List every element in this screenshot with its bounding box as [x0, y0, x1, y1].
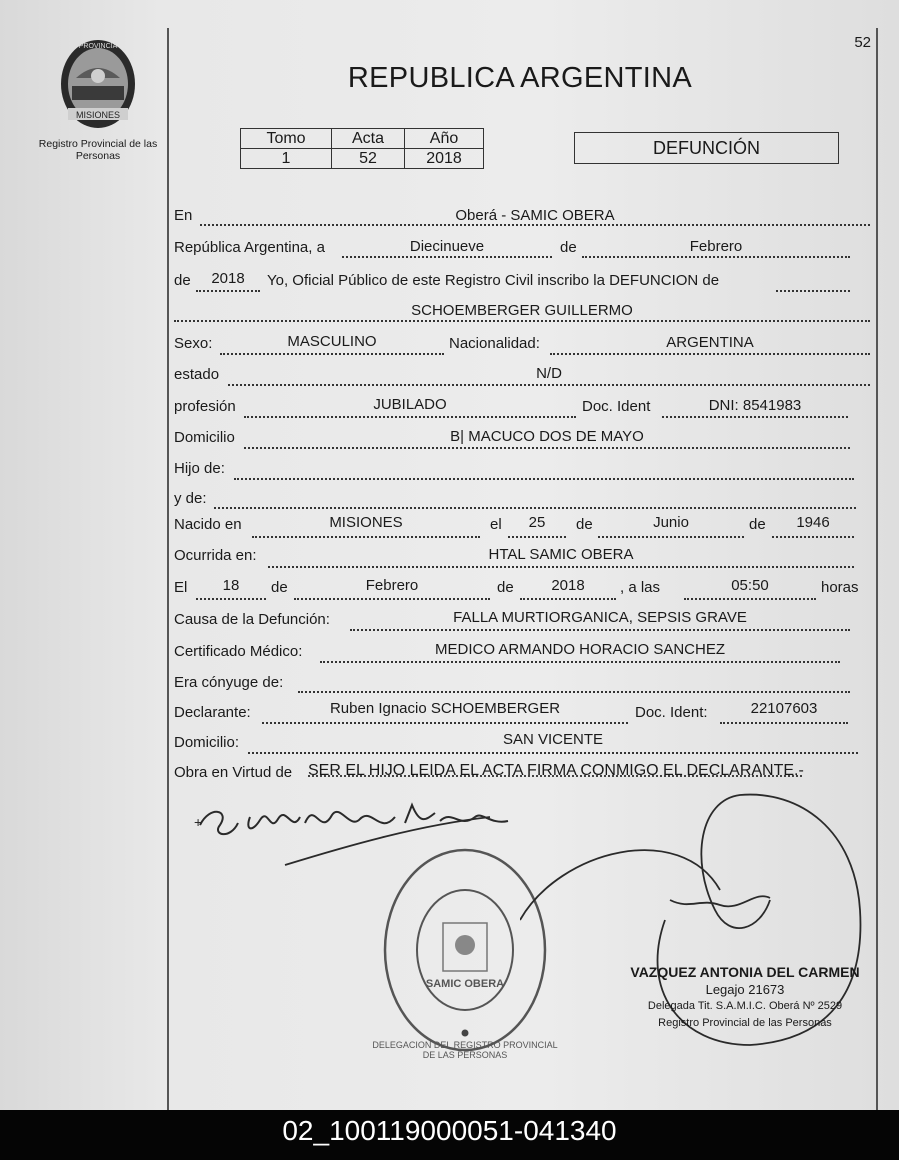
day-dots	[342, 256, 552, 258]
birth-year-dots	[772, 536, 854, 538]
tomo-value: 1	[241, 149, 332, 169]
ano-header: Año	[405, 129, 484, 149]
hijo-de-label: Hijo de:	[174, 460, 225, 477]
death-day-dots	[196, 598, 266, 600]
declarante-domicilio-dots	[248, 752, 858, 754]
estado-dots	[228, 384, 870, 386]
doc-ident-dots	[662, 416, 848, 418]
birth-month-dots	[598, 536, 744, 538]
nacionalidad-label: Nacionalidad:	[449, 335, 540, 352]
causa-value: FALLA MURTIORGANICA, SEPSIS GRAVE	[453, 609, 747, 626]
en-label: En	[174, 207, 193, 224]
stamp-inner-text: SAMIC OBERA	[425, 978, 505, 990]
republica-label: República Argentina, a	[174, 239, 325, 256]
hijo-de-dots	[234, 478, 854, 480]
official-name: VAZQUEZ ANTONIA DEL CARMEN	[630, 964, 860, 980]
estado-label: estado	[174, 366, 220, 383]
de-label-2: de	[174, 272, 191, 289]
declarante-domicilio-label: Domicilio:	[174, 734, 240, 751]
act-type-box: DEFUNCIÓN	[574, 132, 839, 164]
province-shield-logo	[58, 38, 138, 130]
hour-dots	[684, 598, 816, 600]
doc-ident-label: Doc. Ident	[582, 398, 651, 415]
sexo-label: Sexo:	[174, 335, 213, 352]
svg-text:PROVINCIA: PROVINCIA	[78, 43, 118, 50]
deceased-name: SCHOEMBERGER GUILLERMO	[411, 302, 633, 319]
death-year-dots	[520, 598, 616, 600]
obra-value: SER EL HIJO LEIDA EL ACTA FIRMA CONMIGO EL DECLARANTE.-	[308, 762, 804, 779]
profesion-label: profesión	[174, 398, 236, 415]
acta-header: Acta	[332, 129, 405, 149]
stamp-outer-text: DELEGACION DEL REGISTRO PROVINCIAL DE LAS PERSONAS	[372, 1040, 558, 1060]
nacido-en-value: MISIONES	[329, 514, 403, 531]
official-registry: Registro Provincial de las Personas	[658, 1017, 832, 1029]
page-number: 52	[854, 34, 871, 51]
left-margin-line	[167, 28, 169, 1110]
conyuge-dots	[298, 691, 850, 693]
en-value: Oberá - SAMIC OBERA	[455, 207, 615, 224]
y-de-dots	[214, 507, 856, 509]
official-legajo: Legajo 21673	[705, 982, 785, 997]
de-label-3: de	[576, 516, 593, 533]
declarante-doc-value: 22107603	[750, 700, 818, 717]
declarante-doc-label: Doc. Ident:	[635, 704, 708, 721]
sexo-dots	[220, 353, 444, 355]
certificado-value: MEDICO ARMANDO HORACIO SANCHEZ	[434, 641, 726, 658]
ocurrida-en-label: Ocurrida en:	[174, 547, 257, 564]
el-label-2: El	[174, 579, 188, 596]
en-dots	[200, 224, 870, 226]
death-day-value: 18	[222, 577, 240, 594]
obra-label: Obra en Virtud de	[174, 764, 293, 781]
certificado-label: Certificado Médico:	[174, 643, 303, 660]
conyuge-label: Era cónyuge de:	[174, 674, 284, 691]
name-dots	[174, 320, 870, 322]
doc-ident-value: DNI: 8541983	[708, 397, 802, 414]
declarante-doc-dots	[720, 722, 848, 724]
ocurrida-en-dots	[268, 566, 854, 568]
ocurrida-en-value: HTAL SAMIC OBERA	[488, 546, 634, 563]
causa-dots	[350, 629, 850, 631]
nacionalidad-dots	[550, 353, 870, 355]
estado-value: N/D	[536, 365, 562, 382]
nacionalidad-value: ARGENTINA	[666, 334, 754, 351]
year-dots	[196, 290, 260, 292]
de-label-1: de	[560, 239, 577, 256]
death-month-dots	[294, 598, 490, 600]
death-month-value: Febrero	[365, 577, 419, 594]
footer-code: 02_100119000051-041340	[0, 1110, 899, 1160]
y-de-label: y de:	[174, 490, 207, 507]
svg-text:+: +	[194, 814, 203, 830]
sexo-value: MASCULINO	[287, 333, 377, 350]
profesion-dots	[244, 416, 576, 418]
declarante-value: Ruben Ignacio SCHOEMBERGER	[329, 700, 561, 717]
acta-value: 52	[332, 149, 405, 169]
nacido-en-dots	[252, 536, 480, 538]
de-label-5: de	[271, 579, 288, 596]
official-position: Delegada Tit. S.A.M.I.C. Oberá Nº 2529	[647, 1000, 843, 1012]
document-title: REPUBLICA ARGENTINA	[347, 62, 693, 94]
nacido-en-label: Nacido en	[174, 516, 242, 533]
profesion-value: JUBILADO	[373, 396, 447, 413]
declarante-domicilio-value: SAN VICENTE	[502, 731, 604, 748]
official-block	[630, 964, 860, 1032]
inscribo-dots	[776, 290, 850, 292]
el-label-1: el	[490, 516, 502, 533]
horas-label: horas	[821, 579, 859, 596]
birth-month-value: Junio	[653, 514, 689, 531]
birth-day-value: 25	[528, 514, 546, 531]
declarante-label: Declarante:	[174, 704, 251, 721]
ano-value: 2018	[405, 149, 484, 169]
registry-label: Registro Provincial de las Personas	[38, 138, 158, 162]
month-value: Febrero	[689, 238, 743, 255]
hour-value: 05:50	[731, 577, 769, 594]
birth-year-value: 1946	[796, 514, 830, 531]
inscribo-label: Yo, Oficial Público de este Registro Civil inscribo la DEFUNCION de	[267, 272, 720, 289]
month-dots	[582, 256, 850, 258]
domicilio-value: B| MACUCO DOS DE MAYO	[450, 428, 644, 445]
domicilio-dots	[244, 447, 850, 449]
year-value: 2018	[211, 270, 245, 287]
reference-table	[240, 128, 484, 169]
death-year-value: 2018	[551, 577, 585, 594]
declarante-dots	[262, 722, 628, 724]
svg-text:MISIONES: MISIONES	[75, 110, 121, 120]
de-label-4: de	[749, 516, 766, 533]
birth-day-dots	[508, 536, 566, 538]
de-label-6: de	[497, 579, 514, 596]
a-las-label: , a las	[620, 579, 661, 596]
day-value: Diecinueve	[409, 238, 485, 255]
certificado-dots	[320, 661, 840, 663]
causa-label: Causa de la Defunción:	[174, 611, 330, 628]
domicilio-label: Domicilio	[174, 429, 235, 446]
tomo-header: Tomo	[241, 129, 332, 149]
